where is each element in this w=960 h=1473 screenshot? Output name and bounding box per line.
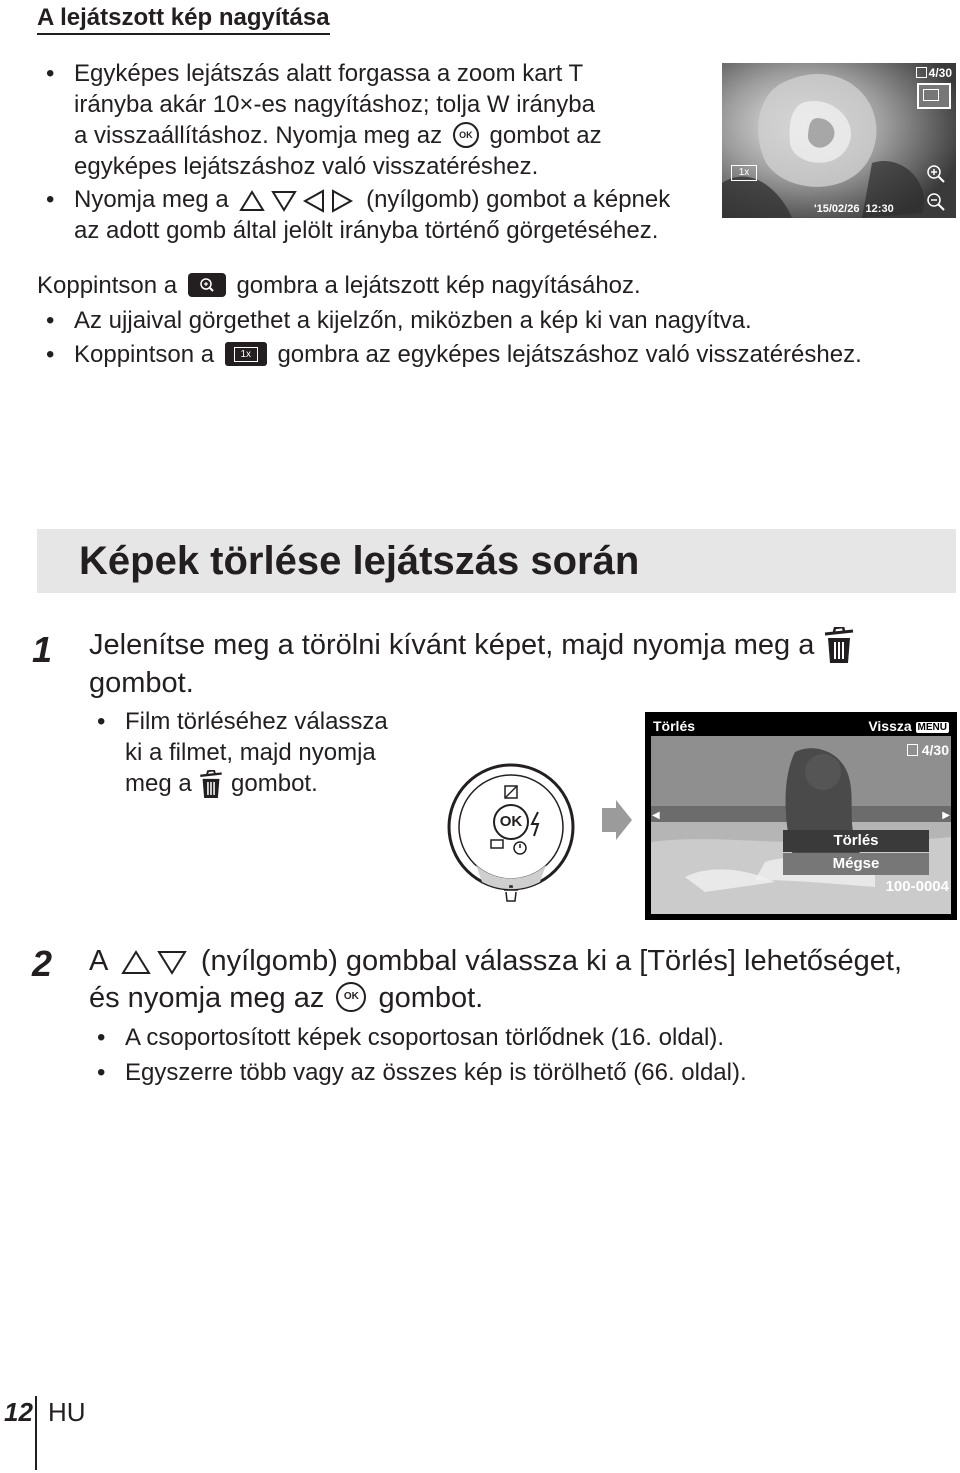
bullet-movie-delete [97, 706, 425, 800]
magnify-button-icon [188, 273, 226, 297]
page-number: 12 [4, 1397, 33, 1427]
zoom-position-indicator [917, 83, 951, 109]
delete-screen [645, 712, 957, 920]
bullet-multi-delete [97, 1057, 945, 1088]
onex-button[interactable]: 1x [731, 165, 757, 181]
text-line: Egyképes lejátszás alatt forgassa a zoom kart T [74, 60, 584, 87]
text-line: ki a filmet, majd nyomja [125, 739, 376, 766]
memory-icon [916, 67, 927, 78]
ok-button[interactable]: OK [499, 813, 523, 830]
bullet-zoom-lever [46, 58, 714, 182]
bullet-dot: • [46, 60, 55, 87]
text-line: Film törléséhez válassza [125, 708, 388, 735]
text-line: Nyomja meg a (nyílgomb) gombot a képnek [74, 186, 671, 213]
text-line: az adott gomb által jelölt irányba történő görgetéséhez. [74, 217, 659, 244]
memory-icon [907, 744, 918, 756]
text-line: gombot. [89, 667, 194, 700]
file-number: 100-0004 [885, 878, 949, 895]
step-1-text [89, 627, 959, 702]
menu-option-delete[interactable]: Törlés [783, 830, 929, 852]
menu-icon: MENU [917, 722, 947, 733]
section-heading-zoom: A lejátszott kép nagyítása [37, 4, 330, 35]
text-line: Az ujjaival görgethet a kijelzőn, miközben a kép ki van nagyítva. [74, 307, 752, 334]
arrow-pad-icons [235, 189, 359, 213]
menu-option-cancel[interactable]: Mégse [783, 853, 929, 875]
bullet-dot: • [97, 1059, 106, 1086]
bullet-group-delete [97, 1022, 945, 1053]
zoomed-playback-screen [722, 63, 956, 218]
bullet-dot: • [97, 1024, 106, 1051]
bullet-finger-scroll [46, 305, 934, 336]
trash-icon [822, 627, 856, 665]
text-line: és nyomja meg az OK gombot. [89, 982, 484, 1014]
bullet-dot: • [46, 186, 55, 213]
up-down-arrow-icons [115, 948, 193, 976]
step-number-2: 2 [32, 943, 53, 984]
text-line: a visszaállításhoz. Nyomja meg az OK gombot az [74, 122, 602, 149]
bullet-dot: • [97, 708, 106, 735]
bullet-tap-onex [46, 339, 954, 370]
date-time-stamp: '15/02/26 12:30 [814, 203, 894, 215]
language-code: HU [48, 1397, 86, 1427]
zoom-in-icon[interactable] [926, 164, 946, 184]
zoom-out-icon[interactable] [926, 192, 946, 212]
image-counter: 4/30 [907, 742, 949, 758]
text-line: irányba akár 10×-es nagyításhoz; tolja W irányba [74, 91, 595, 118]
right-arrow-icon[interactable]: ▶ [942, 810, 950, 821]
text-line: A (nyílgomb) gombbal válassza ki a [Törlés] lehetőséget, [89, 945, 903, 977]
bullet-arrow-scroll [46, 184, 734, 246]
onex-button-icon: 1x [225, 342, 267, 366]
step-number-1: 1 [32, 629, 53, 670]
arrow-right-icon [600, 800, 634, 840]
left-arrow-icon[interactable]: ◀ [652, 810, 660, 821]
ok-button-icon: OK [453, 122, 479, 148]
step-2-text [89, 943, 959, 1017]
bullet-dot: • [46, 307, 55, 334]
image-counter: 4/30 [916, 66, 952, 80]
bullet-dot: • [46, 341, 55, 368]
back-menu-button[interactable]: Vissza MENU [868, 718, 947, 734]
text-line: Jelenítse meg a törölni kívánt képet, majd nyomja meg a [89, 627, 959, 665]
screen-title: Törlés [653, 718, 696, 734]
footer-divider [35, 1396, 37, 1470]
text-line: Koppintson a 1x gombra az egyképes lejátszáshoz való visszatéréshez. [74, 341, 862, 368]
ok-button-icon: OK [336, 982, 366, 1012]
zoom-area-frame [923, 89, 939, 101]
text-line: egyképes lejátszáshoz való visszatéréshez. [74, 153, 539, 180]
trash-icon [198, 770, 224, 800]
text-line: meg a gombot. [125, 768, 425, 800]
text-line: Egyszerre több vagy az összes kép is törölhető (66. oldal). [125, 1059, 747, 1086]
camera-control-dial [444, 762, 578, 902]
text-line: A csoportosított képek csoportosan törlődnek (16. oldal). [125, 1024, 725, 1051]
section-title-delete: Képek törlése lejátszás során [79, 539, 640, 583]
tap-zoom-line: Koppintson a gombra a lejátszott kép nagyításához. [37, 272, 641, 299]
